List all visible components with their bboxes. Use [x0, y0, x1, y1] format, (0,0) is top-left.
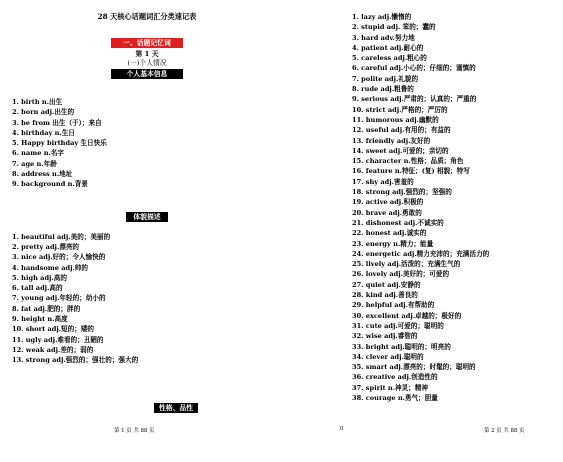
list-item: 2. stupid adj. 笨的；蠢的: [352, 23, 436, 32]
list-item: 7. age n.年龄: [12, 159, 57, 168]
list-item: 29. helpful adj.有帮助的: [352, 301, 435, 310]
list-item: 6. name n.名字: [12, 149, 64, 158]
list-item: 3. hard adv.努力地: [352, 33, 415, 42]
day-label: 第 1 天: [135, 50, 159, 58]
list-item: 26. lovely adj.美好的；可爱的: [352, 270, 450, 279]
list-item: 35. smart adj.漂亮的；时髦的；聪明的: [352, 363, 476, 372]
list-item: 37. spirit n.神灵；精神: [352, 383, 428, 392]
list-item: 14. sweet adj.可爱的；亲切的: [352, 146, 449, 155]
list-item: 34. clever adj.聪明的: [352, 352, 424, 361]
list-item: 4. patient adj.耐心的: [352, 43, 424, 52]
list-item: 2. pretty adj.漂亮的: [12, 242, 80, 251]
list-item: 3. be from 出生（于）；来自: [12, 118, 102, 127]
list-item: 7. young adj.年轻的；幼小的: [12, 294, 106, 303]
personality-list: [352, 12, 557, 403]
list-item: 10. short adj.短的；矮的: [12, 325, 95, 334]
list-item: 13. strong adj.强烈的；强壮的；强大的: [12, 356, 139, 365]
list-item: 24. energetic adj.精力充沛的；充满活力的: [352, 249, 490, 258]
list-item: 6. tall adj.高的: [12, 284, 63, 293]
list-item: 31. cute adj.可爱的；聪明的: [352, 321, 444, 330]
list-item: 5. careless adj.粗心的: [352, 54, 427, 63]
red-section-banner: 一、话题记忆词: [111, 38, 183, 48]
list-item: 1. lazy adj.懒惰的: [352, 13, 412, 21]
list-item: 1. birth n.出生: [12, 98, 63, 106]
list-item: 23. energy n.精力；能量: [352, 239, 434, 248]
list-item: 32. wise adj.睿智的: [352, 332, 418, 341]
list-item: 17. shy adj.害羞的: [352, 177, 414, 186]
list-item: 11. ugly adj.难看的；丑陋的: [12, 335, 104, 344]
topic-banner: 个人基本信息: [111, 69, 183, 79]
list-item: 30. excellent adj.卓越的；极好的: [352, 311, 462, 320]
list-item: 8. rude adj.粗鲁的: [352, 85, 414, 94]
list-item: 12. weak adj.差的；弱的: [12, 345, 94, 354]
list-item: 20. brave adj.勇敢的: [352, 208, 422, 217]
page-footer-center: 0: [340, 426, 344, 432]
list-item: 18. strong adj.强烈的；坚强的: [352, 188, 452, 197]
list-item: 28. kind adj.善良的: [352, 291, 418, 300]
page-footer-left: 第 1 页 共 88 页: [114, 428, 155, 434]
list-item: 12. useful adj.有用的；有益的: [352, 126, 451, 135]
list-item: 5. Happy birthday 生日快乐: [12, 139, 107, 148]
list-item: 25. lively adj.活泼的；充满生气的: [352, 260, 461, 269]
list-item: 9. serious adj.严肃的；认真的；严重的: [352, 95, 477, 104]
appearance-list: [12, 232, 282, 366]
document-title: 28 天核心话题词汇分类速记表: [97, 12, 197, 21]
list-item: 3. nice adj.好的；令人愉快的: [12, 253, 106, 262]
list-item: 27. quiet adj.安静的: [352, 280, 421, 289]
list-item: 22. honest adj.诚实的: [352, 229, 427, 238]
list-item: 16. feature n.特征；(复) 相貌；特写: [352, 167, 470, 176]
page-footer-right: 第 2 页 共 88 页: [484, 428, 525, 434]
list-item: 1. beautiful adj.美的；美丽的: [12, 232, 111, 241]
list-item: 11. humorous adj.幽默的: [352, 115, 439, 124]
list-item: 6. careful adj.小心的；仔细的；谨慎的: [352, 64, 476, 73]
list-item: 4. handsome adj.帅的: [12, 263, 88, 272]
list-item: 33. bright adj.聪明的；明亮的: [352, 342, 451, 351]
list-item: 8. address n.地址: [12, 170, 73, 179]
list-item: 13. friendly adj.友好的: [352, 136, 431, 145]
list-item: 9. height n.高度: [12, 315, 68, 324]
list-item: 36. creative adj.创造性的: [352, 373, 438, 382]
list-item: 5. high adj.高的: [12, 273, 67, 282]
list-item: 10. strict adj.严格的；严厉的: [352, 105, 448, 114]
right-column: [352, 12, 557, 403]
list-item: 8. fat adj.肥的；胖的: [12, 304, 81, 313]
list-item: 4. birthday n.生日: [12, 128, 75, 137]
list-item: 2. born adj.出生的: [12, 108, 75, 117]
list-item: 7. polite adj.礼貌的: [352, 74, 419, 83]
list-item: 19. active adj.积极的: [352, 198, 424, 207]
list-item: 38. courage n.勇气；胆量: [352, 393, 438, 402]
list-item: 15. character n.性格；品质；角色: [352, 157, 464, 166]
list-item: 9. background n.背景: [12, 180, 88, 189]
topic-subheading: (一)个人情况: [127, 59, 167, 67]
basic-info-list: [12, 97, 282, 190]
personality-banner: 性格、品性: [154, 403, 198, 413]
appearance-banner: 体貌描述: [126, 212, 168, 222]
list-item: 21. dishonest adj.不诚实的: [352, 218, 444, 227]
left-column: [12, 12, 282, 366]
